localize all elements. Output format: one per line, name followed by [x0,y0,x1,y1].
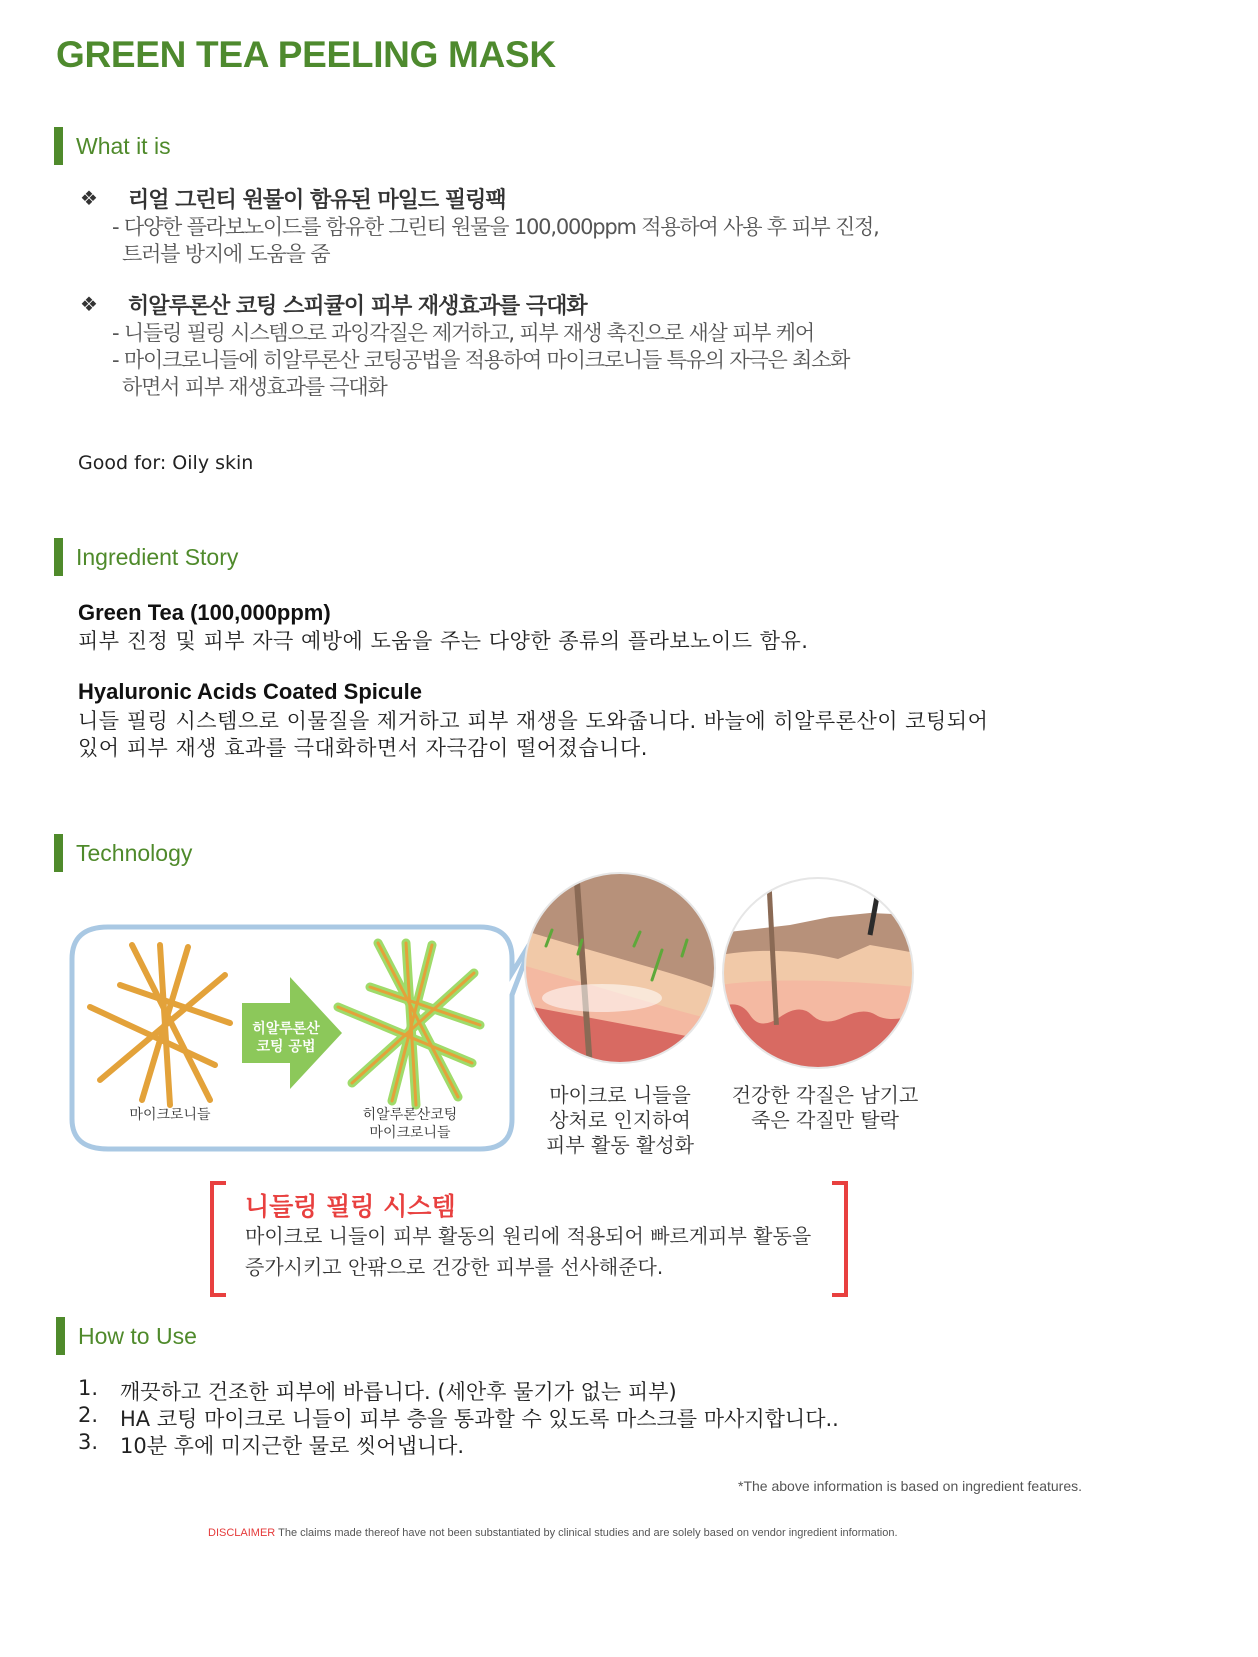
section-title: How to Use [78,1322,197,1349]
bullet-line: 하면서 피부 재생효과를 극대화 [122,375,387,399]
section-title: Ingredient Story [76,543,239,570]
bullet-heading: 리얼 그린티 원물이 함유된 마일드 필링팩 [128,188,506,213]
bullet-line: - 마이크로니들에 히알루론산 코팅공법을 적용하여 마이크로니들 특유의 자극은 최소화 [112,348,850,372]
page-title: GREEN TEA PEELING MASK [56,34,556,75]
section-ingredient-story [54,539,238,575]
coated-needle-label [350,1106,470,1142]
disclaimer-label: DISCLAIMER [208,1527,276,1539]
circle-caption-line: 마이크로 니들을 [549,1083,691,1107]
circle-caption [520,1083,720,1158]
ingredient-desc: 피부 진정 및 피부 자극 예방에 도움을 주는 다양한 종류의 플라보노이드 함유. [78,629,809,653]
section-technology [54,835,192,871]
arrow-label-line: 히알루론산 [252,1021,320,1037]
ingredient-note: *The above information is based on ingredient features. [738,1478,1082,1494]
needling-system-line: 마이크로 니들이 피부 활동의 원리에 적용되어 빠르게피부 활동을 [245,1224,812,1248]
skin-activation-illustration [522,870,718,1066]
section-what-it-is [54,128,171,164]
circle-caption-line: 건강한 각질은 남기고 [731,1083,919,1107]
section-bar [54,538,63,576]
coated-needle-label-line: 히알루론산코팅 [362,1107,458,1123]
bullet-line: - 니들링 필링 시스템으로 과잉각질은 제거하고, 피부 재생 촉진으로 새살 피부 케어 [112,321,814,345]
exfoliation-illustration [720,875,916,1071]
diamond-bullet-icon: ❖ [80,292,98,316]
ingredient-name: Hyaluronic Acids Coated Spicule [78,679,422,704]
bullet-line: - 다양한 플라보노이드를 함유한 그린티 원물을 100,000ppm 적용하여 사용 후 피부 진정, [112,215,879,239]
step-text: 10분 후에 미지근한 물로 씻어냅니다. [120,1434,465,1458]
ingredient-name: Green Tea (100,000ppm) [78,600,331,625]
circle-caption-line: 상처로 인지하여 [549,1108,691,1132]
needling-system-text [245,1221,811,1283]
bullet-heading: 히알루론산 코팅 스피큘이 피부 재생효과를 극대화 [128,294,587,319]
circle-caption-line: 피부 활동 활성화 [546,1133,694,1157]
bullet-line: 트러블 방지에 도움을 줌 [122,242,330,266]
circle-caption [715,1083,935,1133]
step-number: 2. [78,1403,99,1427]
section-title: Technology [76,839,193,866]
needling-system-title: 니들링 필링 시스템 [245,1192,456,1221]
needling-system-line: 증가시키고 안팎으로 건강한 피부를 선사해준다. [245,1255,664,1279]
diamond-bullet-icon: ❖ [80,186,98,210]
coated-needle-label-line: 마이크로니들 [369,1125,451,1141]
ingredient-desc: 있어 피부 재생 효과를 극대화하면서 자극감이 떨어졌습니다. [78,736,648,760]
disclaimer-text: The claims made thereof have not been substantiated by clinical studies and are solely based on vendor ingredient information. [275,1527,898,1539]
arrow-label [243,1020,329,1056]
good-for: Good for: Oily skin [78,452,254,474]
section-bar [54,834,63,872]
ingredient-desc: 니들 필링 시스템으로 이물질을 제거하고 피부 재생을 도와줍니다. 바늘에 히알루론산이 코팅되어 [78,709,989,733]
step-text: 깨끗하고 건조한 피부에 바릅니다. (세안후 물기가 없는 피부) [120,1380,677,1404]
right-bracket [832,1181,848,1297]
left-bracket [210,1181,226,1297]
section-how-to-use [56,1318,197,1354]
arrow-label-line: 코팅 공법 [256,1039,316,1055]
step-text: HA 코팅 마이크로 니들이 피부 층을 통과할 수 있도록 마스크를 마사지합니다.. [120,1407,839,1431]
section-bar [54,127,63,165]
section-title: What it is [76,132,171,159]
step-number: 1. [78,1376,99,1400]
section-bar [56,1317,65,1355]
step-number: 3. [78,1430,99,1454]
disclaimer [208,1527,898,1539]
micro-needle-label: 마이크로니들 [129,1107,211,1123]
circle-caption-line: 죽은 각질만 탈락 [751,1108,899,1132]
